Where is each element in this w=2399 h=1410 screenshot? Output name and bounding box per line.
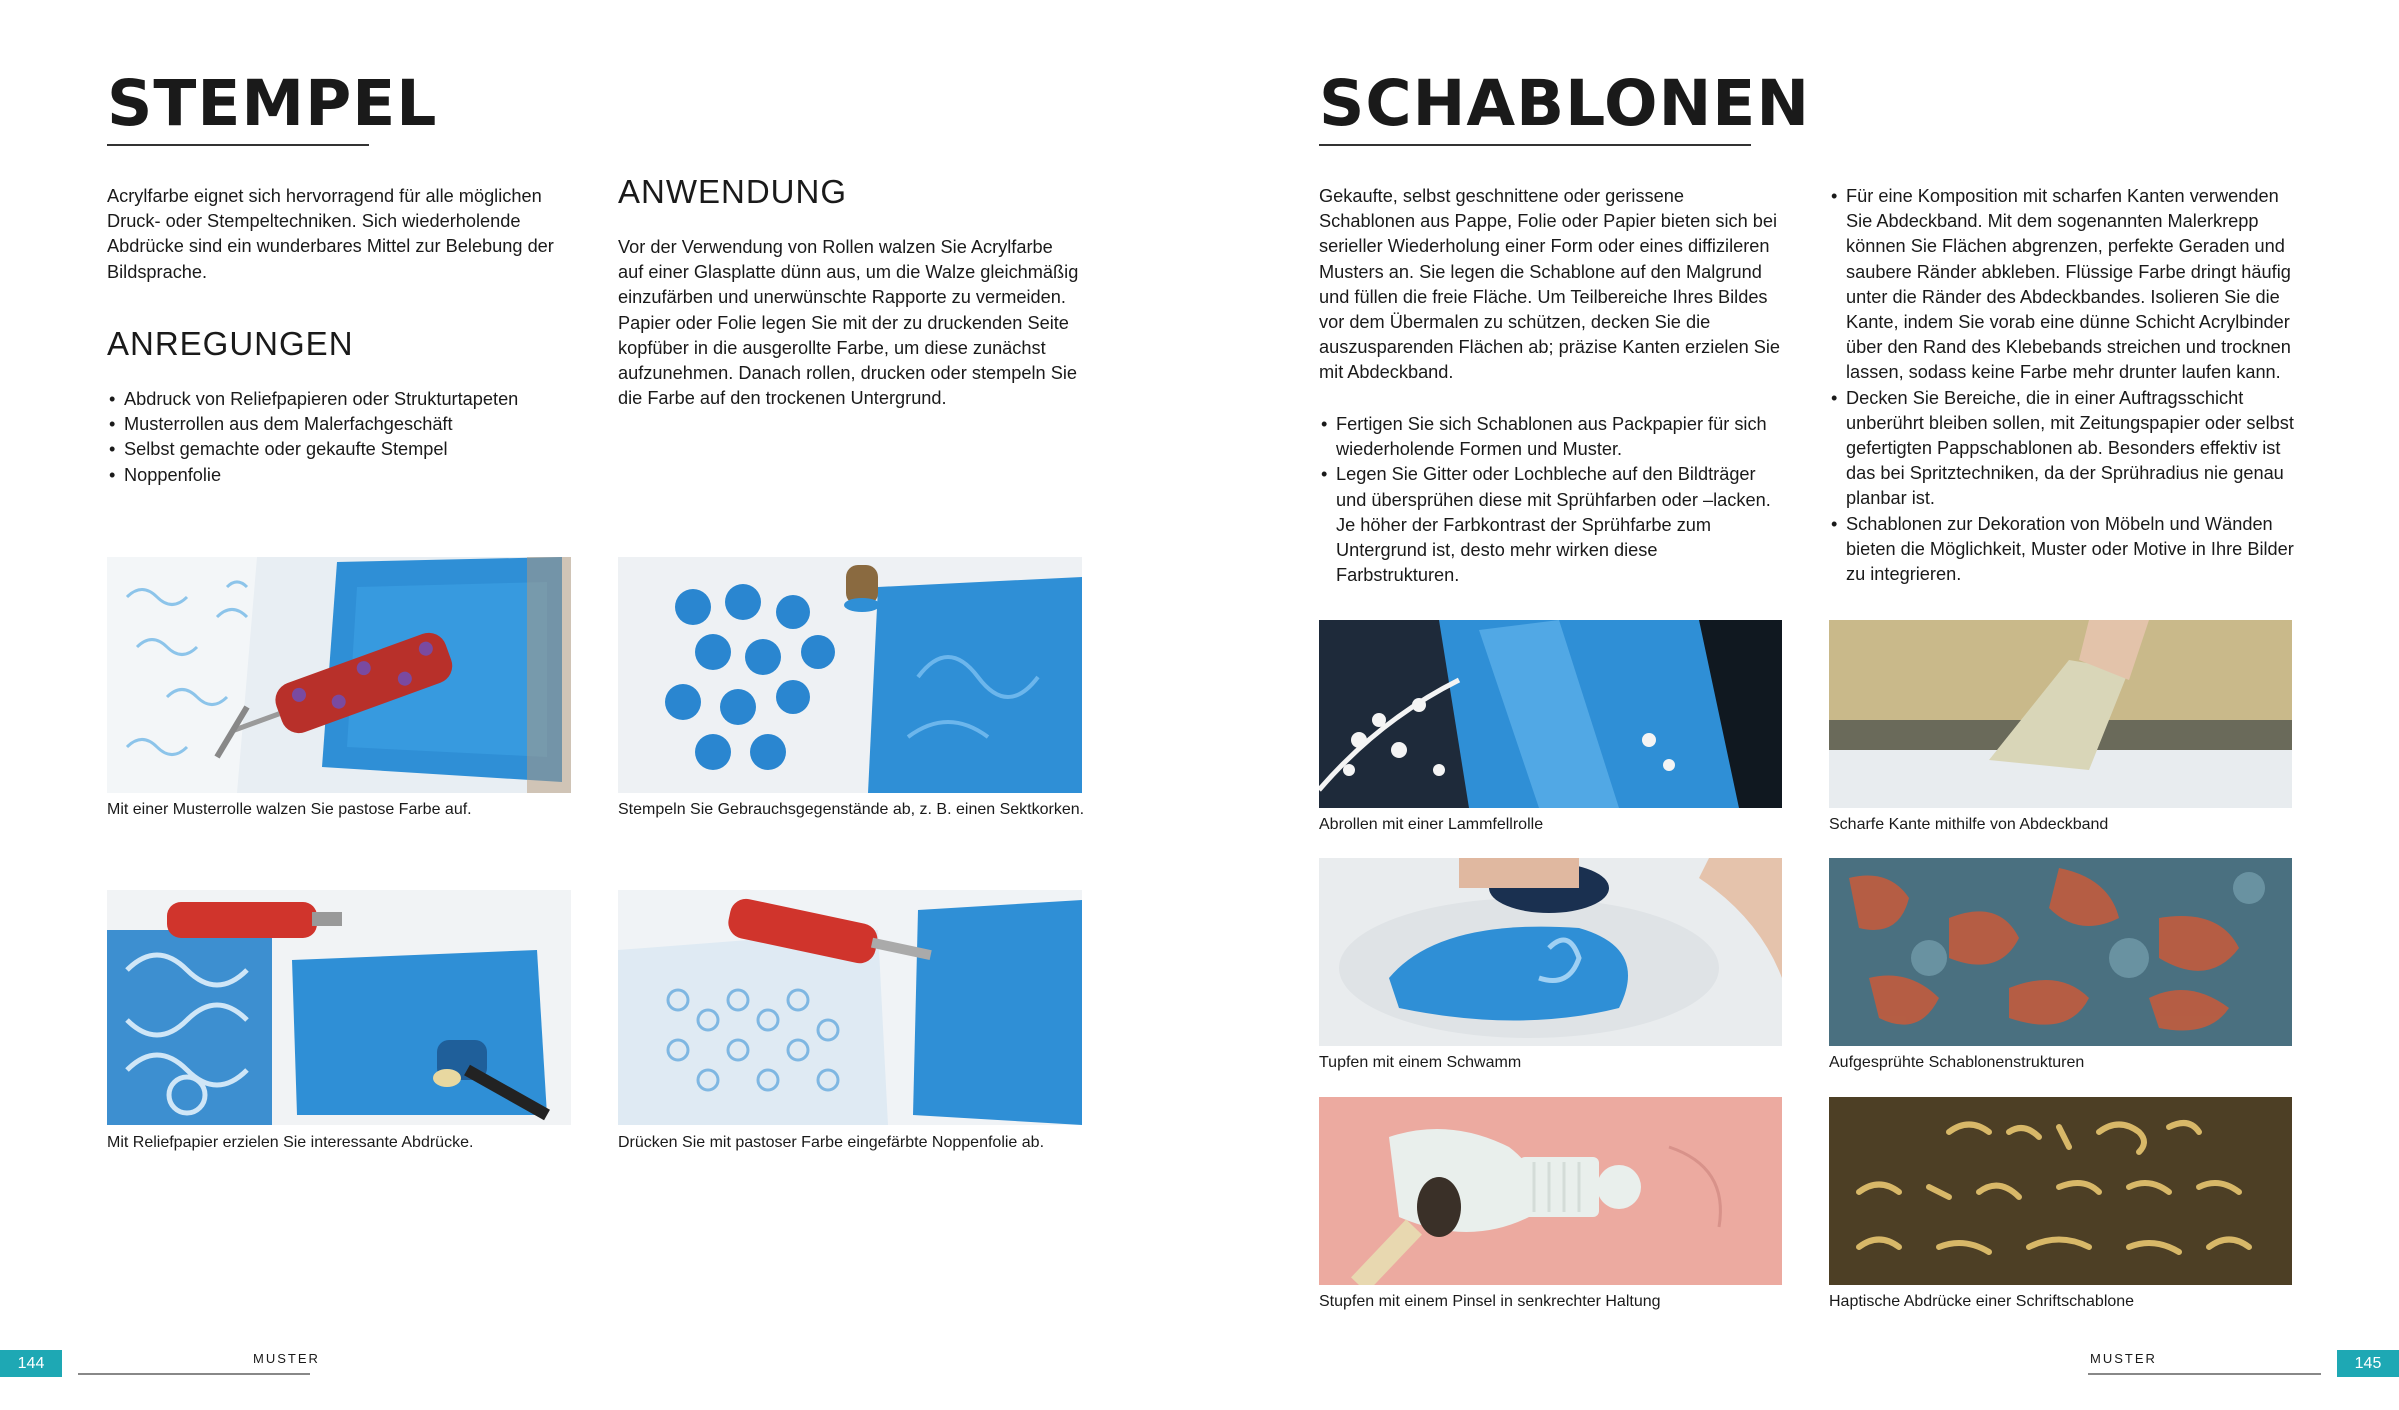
caption-photo-3: Mit Reliefpapier erzielen Sie interessante Abdrücke. [107,1134,474,1151]
caption-photo-1: Mit einer Musterrolle walzen Sie pastose Farbe auf. [107,801,472,818]
list-item: • Selbst gemachte oder gekaufte Stempel [107,437,572,462]
caption-right-3: Tupfen mit einem Schwamm [1319,1054,1522,1071]
list-item: • Für eine Komposition mit scharfen Kanten verwenden Sie Abdeckband. Mit dem sogenannten Malerkrepp können Sie Flächen abgrenzen, perfekte Geraden und saubere Ränder abkleben. Flüssige Farbe dringt häufig unter die Ränder des Abdeckbandes. Isolieren Sie die Kante, indem Sie vorab eine dünne Schicht Acrylbinder über den Rand des Klebebands streichen und trocknen lassen, sodass keine Farbe mehr drunter laufen kann. [1829,184,2294,386]
heading-anwendung: ANWENDUNG [618,173,847,210]
title-underline [107,144,369,146]
list-item: • Noppenfolie [107,463,572,488]
photo-schwamm [1319,858,1782,1046]
photo-cork-stamp [618,557,1082,793]
photo-relief-paper [107,890,571,1125]
photo-lammfellrolle [1319,620,1782,808]
schablonen-intro: Gekaufte, selbst geschnittene oder gerissene Schablonen aus Pappe, Folie oder Papier bieten sich bei serieller Wiederholung einer Form oder eines diffizileren Musters an. Sie legen die Schablone auf den Malgrund und füllen die freie Fläche. Um Teilbereiche Ihres Bildes vor dem Übermalen zu schützen, decken Sie die auszusparenden Flächen ab; präzise Kanten erzielen Sie mit Abdeckband. [1319,186,1781,383]
photo-schriftschablone [1829,1097,2292,1285]
schablonen-bullets-col1 [1319,412,1784,588]
title-underline [1319,144,1751,146]
stempel-intro: Acrylfarbe eignet sich hervorragend für alle möglichen Druck- oder Stempeltechniken. Sich wiederholende Abdrücke sind ein wunderbares Mittel zur Belebung der Bildsprache. [107,186,554,282]
list-item: • Fertigen Sie sich Schablonen aus Packpapier für sich wiederholende Formen und Muster. [1319,412,1784,462]
photo-bubble-wrap [618,890,1082,1125]
list-item: • Musterrollen aus dem Malerfachgeschäft [107,412,572,437]
caption-right-5: Stupfen mit einem Pinsel in senkrechter Haltung [1319,1293,1661,1310]
caption-photo-2: Stempeln Sie Gebrauchsgegenstände ab, z. B. einen Sektkorken. [618,801,1085,818]
footer-rule-right [2088,1373,2321,1375]
page-number-right: 145 [2337,1350,2399,1377]
page-title-schablonen: SCHABLONEN [1319,67,1811,140]
caption-right-4: Aufgesprühte Schablonenstrukturen [1829,1054,2085,1071]
photo-pinsel-stupfen [1319,1097,1782,1285]
list-item: • Abdruck von Reliefpapieren oder Strukturtapeten [107,387,572,412]
heading-anregungen: ANREGUNGEN [107,325,354,362]
footer-section-label-left: MUSTER [253,1351,320,1366]
photo-pattern-roller [107,557,571,793]
photo-abdeckband [1829,620,2292,808]
list-item: • Schablonen zur Dekoration von Möbeln und Wänden bieten die Möglichkeit, Muster oder Motive in Ihre Bilder zu integrieren. [1829,512,2294,588]
footer-section-label-right: MUSTER [2090,1351,2157,1366]
page-title-stempel: STEMPEL [107,67,438,140]
footer-rule-left [78,1373,310,1375]
caption-right-2: Scharfe Kante mithilfe von Abdeckband [1829,816,2109,833]
caption-photo-4: Drücken Sie mit pastoser Farbe eingefärbte Noppenfolie ab. [618,1134,1045,1151]
page-number-left: 144 [0,1350,62,1377]
anregungen-list [107,387,572,488]
list-item: • Decken Sie Bereiche, die in einer Auftragsschicht unberührt bleiben sollen, mit Zeitungspapier oder selbst gefertigten Pappschablonen ab. Besonders effektiv ist das bei Spritztechniken, da der Sprühradius nie genau planbar ist. [1829,386,2294,512]
caption-right-6: Haptische Abdrücke einer Schriftschablone [1829,1293,2135,1310]
schablonen-bullets-col2 [1829,184,2294,587]
photo-spruehschablone [1829,858,2292,1046]
anwendung-text: Vor der Verwendung von Rollen walzen Sie Acrylfarbe auf einer Glasplatte dünn aus, um die Walze gleichmäßig einzufärben und unerwünschte Rapporte zu vermeiden. Papier oder Folie legen Sie mit der zu druckenden Seite kopfüber in die ausgerollte Farbe, um diese zunächst aufzunehmen. Danach rollen, drucken oder stempeln Sie die Farbe auf den trockenen Untergrund. [618,237,1079,409]
list-item: • Legen Sie Gitter oder Lochbleche auf den Bildträger und übersprühen diese mit Sprühfarben oder –lacken. Je höher der Farbkontrast der Sprühfarbe zum Untergrund ist, desto mehr wirken diese Farbstrukturen. [1319,462,1784,588]
caption-right-1: Abrollen mit einer Lammfellrolle [1319,816,1544,833]
